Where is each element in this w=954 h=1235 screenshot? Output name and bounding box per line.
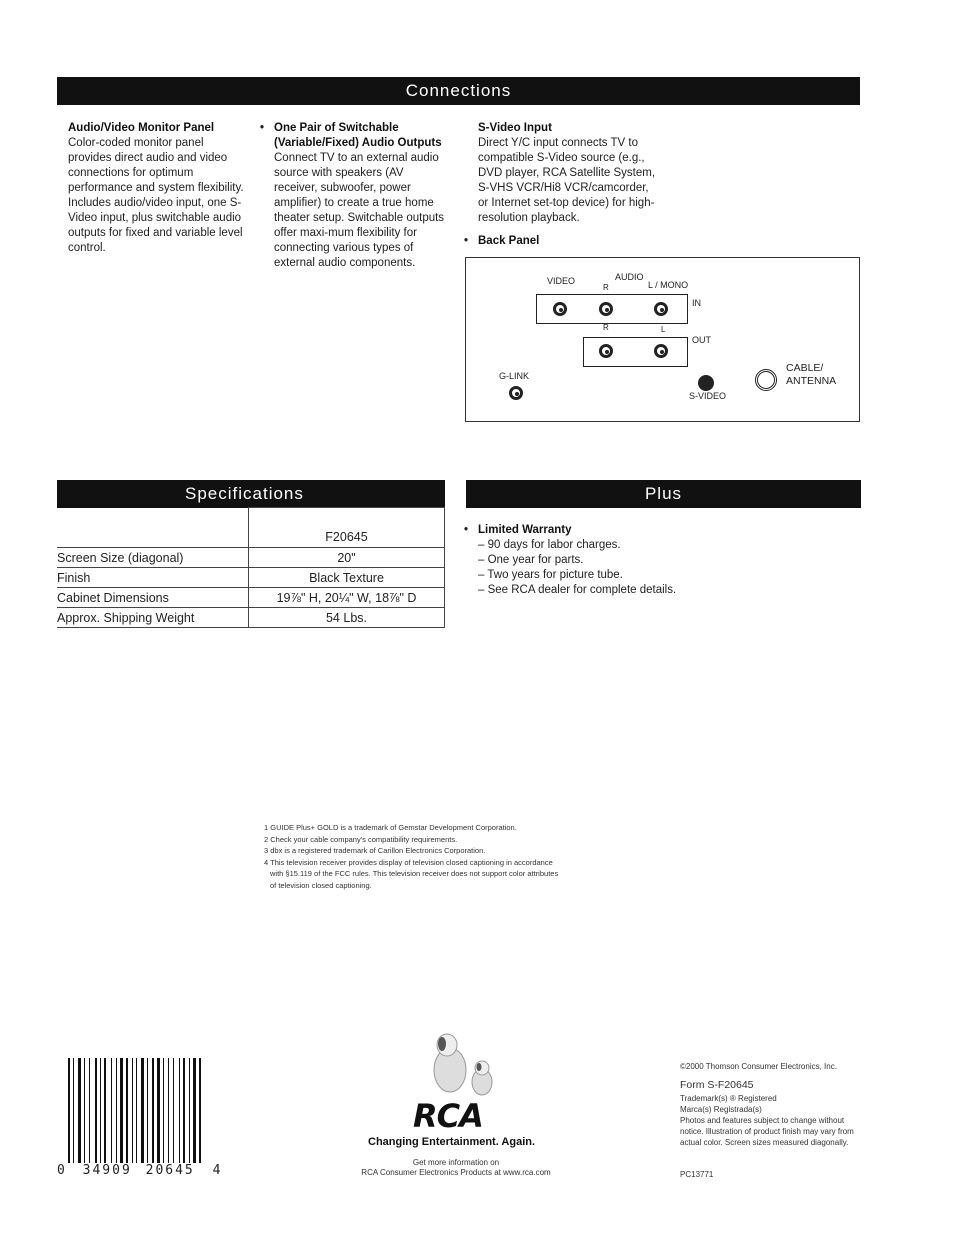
svideo-jack bbox=[698, 375, 714, 391]
barcode-bar bbox=[84, 1058, 85, 1163]
list-item: – One year for parts. bbox=[478, 554, 584, 566]
table-row bbox=[57, 568, 445, 588]
barcode-bar bbox=[89, 1058, 90, 1163]
l-mono-label: L / MONO bbox=[648, 280, 689, 290]
barcode-bar bbox=[78, 1058, 81, 1163]
pc-number: PC13771 bbox=[680, 1170, 714, 1179]
glink-label: G-LINK bbox=[499, 371, 530, 381]
in-label: IN bbox=[692, 298, 701, 308]
spec-label: Finish bbox=[57, 568, 249, 588]
barcode-bar bbox=[199, 1058, 201, 1163]
cable-label: CABLE/ bbox=[786, 362, 824, 374]
spec-value: Black Texture bbox=[249, 568, 445, 588]
barcode-bar bbox=[68, 1058, 70, 1163]
barcode-digits: 0 34909 20645 4 bbox=[57, 1163, 221, 1178]
spec-value: 19⅞" H, 20¼" W, 18⅞" D bbox=[249, 588, 445, 608]
back-panel-diagram bbox=[465, 257, 860, 422]
col-svideo bbox=[478, 121, 658, 226]
barcode-bar bbox=[157, 1058, 160, 1163]
barcode-bar bbox=[132, 1058, 133, 1163]
form-number: Form S-F20645 bbox=[680, 1079, 754, 1091]
barcode-bar bbox=[100, 1058, 101, 1163]
barcode-bar bbox=[152, 1058, 154, 1163]
svideo-title: S-Video Input bbox=[478, 122, 552, 134]
col-audio-outputs bbox=[260, 121, 450, 271]
barcode-bar bbox=[104, 1058, 106, 1163]
table-row bbox=[57, 548, 445, 568]
footnote: 3 dbx is a registered trademark of Carillon Electronics Corporation. bbox=[264, 846, 486, 855]
footnote: 1 GUIDE Plus+ GOLD is a trademark of Gemstar Development Corporation. bbox=[264, 823, 517, 832]
list-item: – See RCA dealer for complete details. bbox=[478, 584, 677, 596]
footnote: of television closed captioning. bbox=[270, 880, 372, 890]
footnote: with §15.119 of the FCC rules. This television receiver does not support color attributes bbox=[270, 869, 559, 878]
col-av-panel bbox=[68, 121, 248, 256]
barcode-bar bbox=[141, 1058, 144, 1163]
spec-label: Cabinet Dimensions bbox=[57, 588, 249, 608]
av-panel-title: Audio/Video Monitor Panel bbox=[68, 122, 215, 134]
barcode-bar bbox=[116, 1058, 117, 1163]
r-label: R bbox=[603, 283, 609, 292]
back-panel-label: • Back Panel bbox=[464, 234, 664, 249]
list-item: – 90 days for labor charges. bbox=[478, 539, 621, 551]
audio-r-out-jack bbox=[599, 344, 613, 358]
svideo-label: S-VIDEO bbox=[689, 391, 727, 401]
trademark: Trademark(s) ® Registered bbox=[680, 1094, 777, 1103]
warranty-title: • Limited Warranty bbox=[478, 524, 572, 536]
video-in-jack bbox=[553, 302, 567, 316]
table-row bbox=[57, 608, 445, 628]
footnote: 2 Check your cable company's compatibility requirements. bbox=[264, 834, 458, 844]
footnotes bbox=[264, 822, 558, 891]
av-panel-text: Color-coded monitor panel provides direct audio and video connections for optimum performance and system flexibility. Includes audio/video input, one S-Video input, plus switchable audio outputs for fixed and variable level control. bbox=[68, 137, 244, 254]
svideo-text: Direct Y/C input connects TV to compatible S-Video source (e.g., DVD player, RCA Satellite System, S-VHS VCR/Hi8 VCR/camcorder, or Internet set-top device) for high-resolution playback. bbox=[478, 137, 656, 224]
plus-content bbox=[464, 523, 844, 598]
audio-outputs-title: • One Pair of Switchable (Variable/Fixed) Audio Outputs bbox=[274, 122, 442, 149]
specifications-header: Specifications bbox=[57, 480, 445, 508]
audio-r-in-jack bbox=[599, 302, 613, 316]
r-out-label: R bbox=[603, 323, 609, 332]
spec-label: Screen Size (diagonal) bbox=[57, 548, 249, 568]
antenna-label: ANTENNA bbox=[786, 375, 837, 387]
spec-value: 54 Lbs. bbox=[249, 608, 445, 628]
footnote: 4 This television receiver provides display of television closed captioning in accordance bbox=[264, 857, 553, 867]
barcode-bar bbox=[120, 1058, 123, 1163]
video-label: VIDEO bbox=[547, 276, 576, 286]
barcode-bar bbox=[179, 1058, 180, 1163]
barcode-bar bbox=[126, 1058, 128, 1163]
barcode-bar bbox=[111, 1058, 112, 1163]
barcode bbox=[68, 1058, 218, 1163]
barcode-bar bbox=[136, 1058, 137, 1163]
barcode-bar bbox=[168, 1058, 169, 1163]
model-cell: F20645 bbox=[249, 508, 445, 548]
specifications-table bbox=[57, 507, 445, 628]
copyright: ©2000 Thomson Consumer Electronics, Inc. bbox=[680, 1062, 837, 1071]
list-item: – Two years for picture tube. bbox=[478, 569, 623, 581]
barcode-bar bbox=[95, 1058, 97, 1163]
spec-value: 20" bbox=[249, 548, 445, 568]
barcode-bar bbox=[173, 1058, 174, 1163]
barcode-bar bbox=[193, 1058, 196, 1163]
barcode-bar bbox=[163, 1058, 164, 1163]
empty-cell bbox=[57, 508, 249, 548]
antenna-jack bbox=[755, 369, 777, 391]
glink-jack bbox=[509, 386, 523, 400]
out-label: OUT bbox=[692, 335, 711, 345]
rca-tagline: Changing Entertainment. Again. bbox=[368, 1136, 536, 1148]
barcode-bar bbox=[183, 1058, 185, 1163]
l-out-label: L bbox=[661, 325, 666, 334]
spec-label: Approx. Shipping Weight bbox=[57, 608, 249, 628]
audio-l-in-jack bbox=[654, 302, 668, 316]
audio-l-out-jack bbox=[654, 344, 668, 358]
more-info: Get more information on RCA Consumer Electronics Products at www.rca.com bbox=[361, 1158, 551, 1177]
rca-logo: RCA bbox=[413, 1097, 483, 1135]
audio-outputs-text: Connect TV to an external audio source with speakers (AV receiver, subwoofer, power amplifier) to create a true home theater setup. Switchable outputs offer maxi-mum flexibility for connecting various types of external audio components. bbox=[274, 152, 445, 269]
plus-header: Plus bbox=[466, 480, 861, 508]
table-row bbox=[57, 588, 445, 608]
table-row bbox=[57, 508, 445, 548]
barcode-bar bbox=[73, 1058, 74, 1163]
nipper-dog-icon bbox=[425, 1030, 500, 1098]
connections-header: Connections bbox=[57, 77, 860, 105]
marca: Marca(s) Registrada(s) bbox=[680, 1105, 762, 1114]
barcode-bar bbox=[189, 1058, 190, 1163]
notice: Photos and features subject to change without notice. Illustration of product finish may vary from actual color. Screen sizes measured diagonally. bbox=[680, 1116, 854, 1147]
barcode-bar bbox=[147, 1058, 148, 1163]
audio-label: AUDIO bbox=[615, 272, 644, 282]
